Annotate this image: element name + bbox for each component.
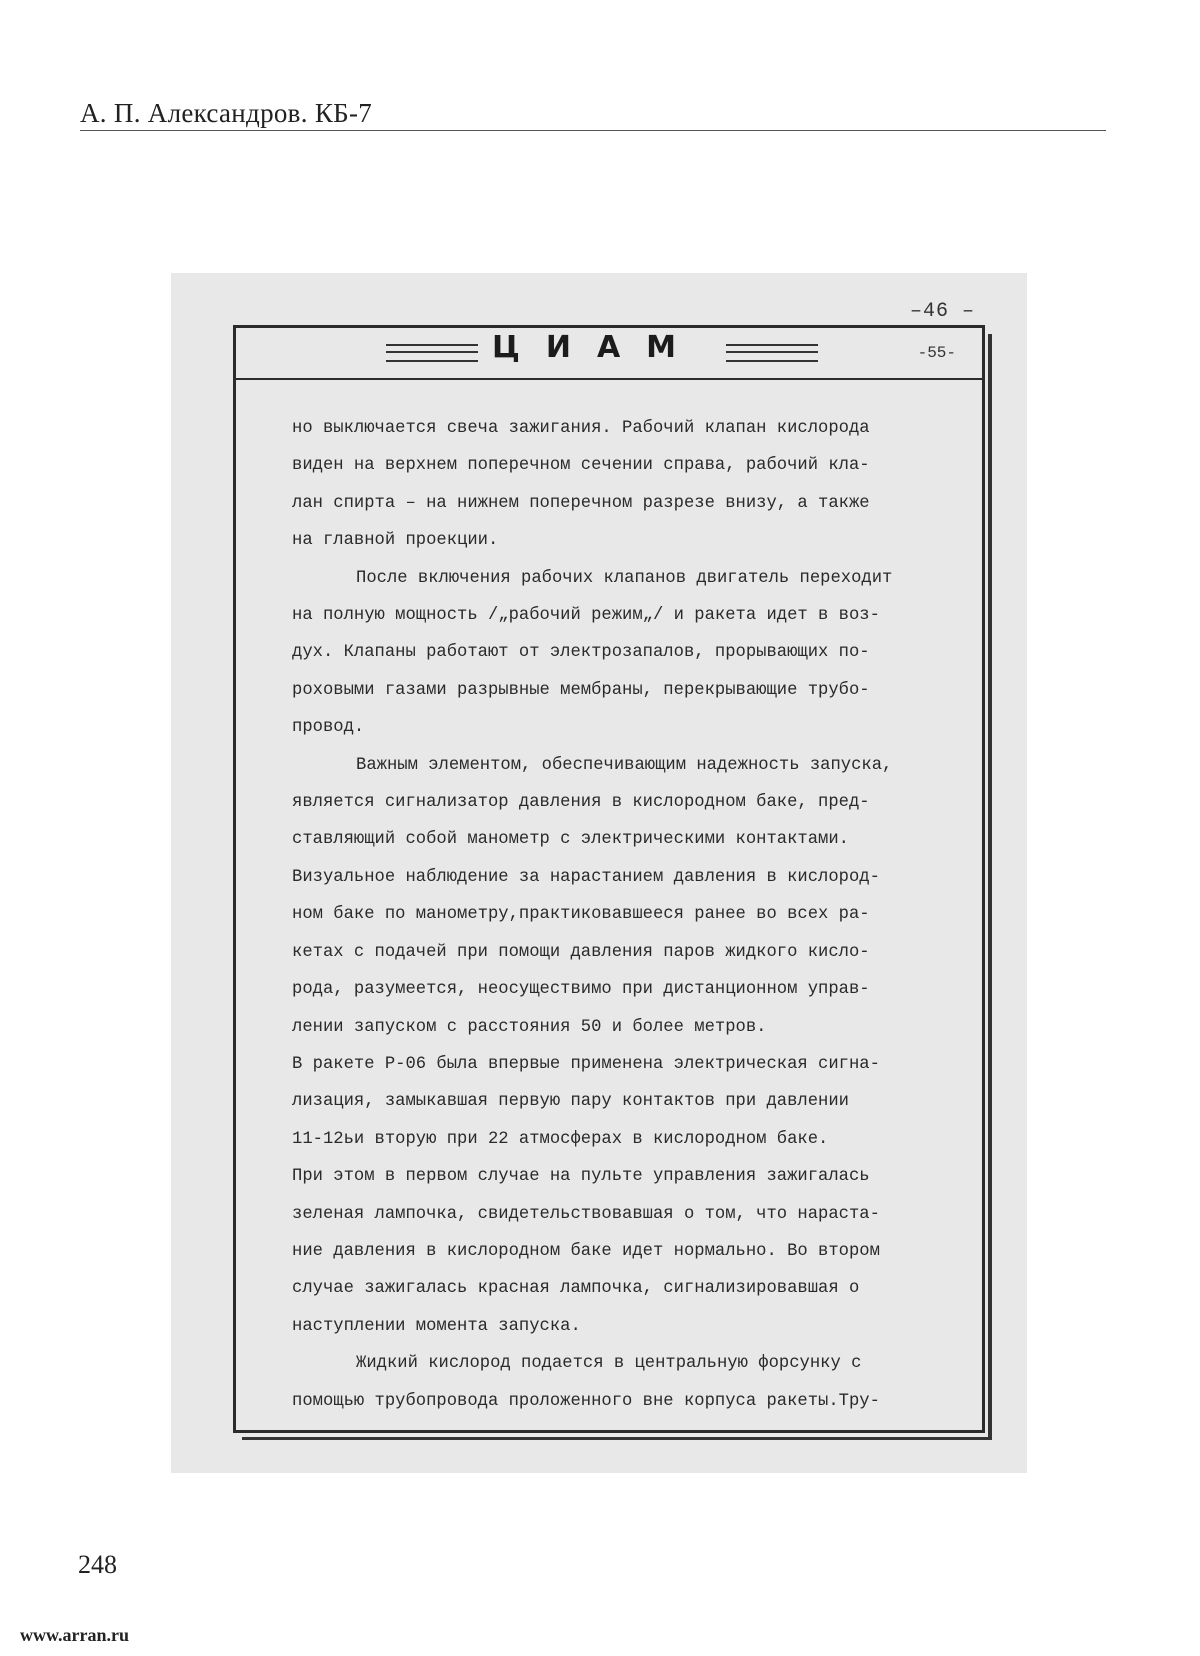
page-number: 248 <box>78 1550 117 1579</box>
site-url: www.arran.ru <box>20 1625 129 1645</box>
typed-text-body <box>292 410 972 1420</box>
typed-line: лении запуском с расстояния 50 и более метров. <box>292 1017 767 1037</box>
typed-line: виден на верхнем поперечном сечении справа, рабочий кла- <box>292 456 870 476</box>
typed-line: на полную мощность /„рабочий режим„/ и ракета идет в воз- <box>292 606 880 626</box>
typed-line: В ракете Р-06 была впервые применена электрическая сигна- <box>292 1054 880 1074</box>
letterhead-title: ЦИАМ <box>492 330 703 365</box>
typed-line: лан спирта – на нижнем поперечном разрезе внизу, а также <box>292 493 870 513</box>
typed-line: является сигнализатор давления в кислородном баке, пред- <box>292 793 870 813</box>
running-head: А. П. Александров. КБ-7 <box>80 98 373 128</box>
typed-line: ном баке по манометру,практиковавшееся ранее во всех ра- <box>292 905 870 925</box>
typed-line: зеленая лампочка, свидетельствовавшая о том, что нараста- <box>292 1204 880 1224</box>
letterhead-ornament-left <box>386 344 478 362</box>
typed-line: на главной проекции. <box>292 531 499 551</box>
header-rule <box>80 130 1106 131</box>
typed-line: При этом в первом случае на пульте управления зажигалась <box>292 1167 870 1187</box>
typed-line: Визуальное наблюдение за нарастанием давления в кислород- <box>292 867 880 887</box>
scanned-document <box>171 273 1027 1473</box>
typed-line: роховыми газами разрывные мембраны, перекрывающие трубо- <box>292 680 870 700</box>
typed-line: ставляющий собой манометр с электрическими контактами. <box>292 830 849 850</box>
typed-line: ние давления в кислородном баке идет нормально. Во втором <box>292 1241 880 1261</box>
typed-line: 11-12ьи вторую при 22 атмосферах в кислородном баке. <box>292 1129 829 1149</box>
typed-line: Важным элементом, обеспечивающим надежность запуска, <box>356 755 893 775</box>
typed-line: дух. Клапаны работают от электрозапалов, прорывающих по- <box>292 643 870 663</box>
typed-line: рода, разумеется, неосуществимо при дистанционном управ- <box>292 980 870 1000</box>
typed-line: кетах с подачей при помощи давления паров жидкого кисло- <box>292 942 870 962</box>
letterhead <box>236 328 982 380</box>
typed-sheet-frame <box>233 325 985 1433</box>
sheet-number: -55- <box>917 344 956 362</box>
typed-line: лизация, замыкавшая первую пару контактов при давлении <box>292 1092 849 1112</box>
letterhead-ornament-right <box>726 344 818 362</box>
archive-folio-number: –46 – <box>909 300 975 323</box>
typed-line: случае зажигалась красная лампочка, сигнализировавшая о <box>292 1279 860 1299</box>
typed-line: наступлении момента запуска. <box>292 1316 581 1336</box>
typed-line: провод. <box>292 718 365 738</box>
typed-line: помощью трубопровода проложенного вне корпуса ракеты.Тру- <box>292 1391 880 1411</box>
typed-line: но выключается свеча зажигания. Рабочий клапан кислорода <box>292 419 870 438</box>
typed-line: Жидкий кислород подается в центральную форсунку с <box>356 1354 862 1374</box>
typed-line: После включения рабочих клапанов двигатель переходит <box>356 568 893 588</box>
